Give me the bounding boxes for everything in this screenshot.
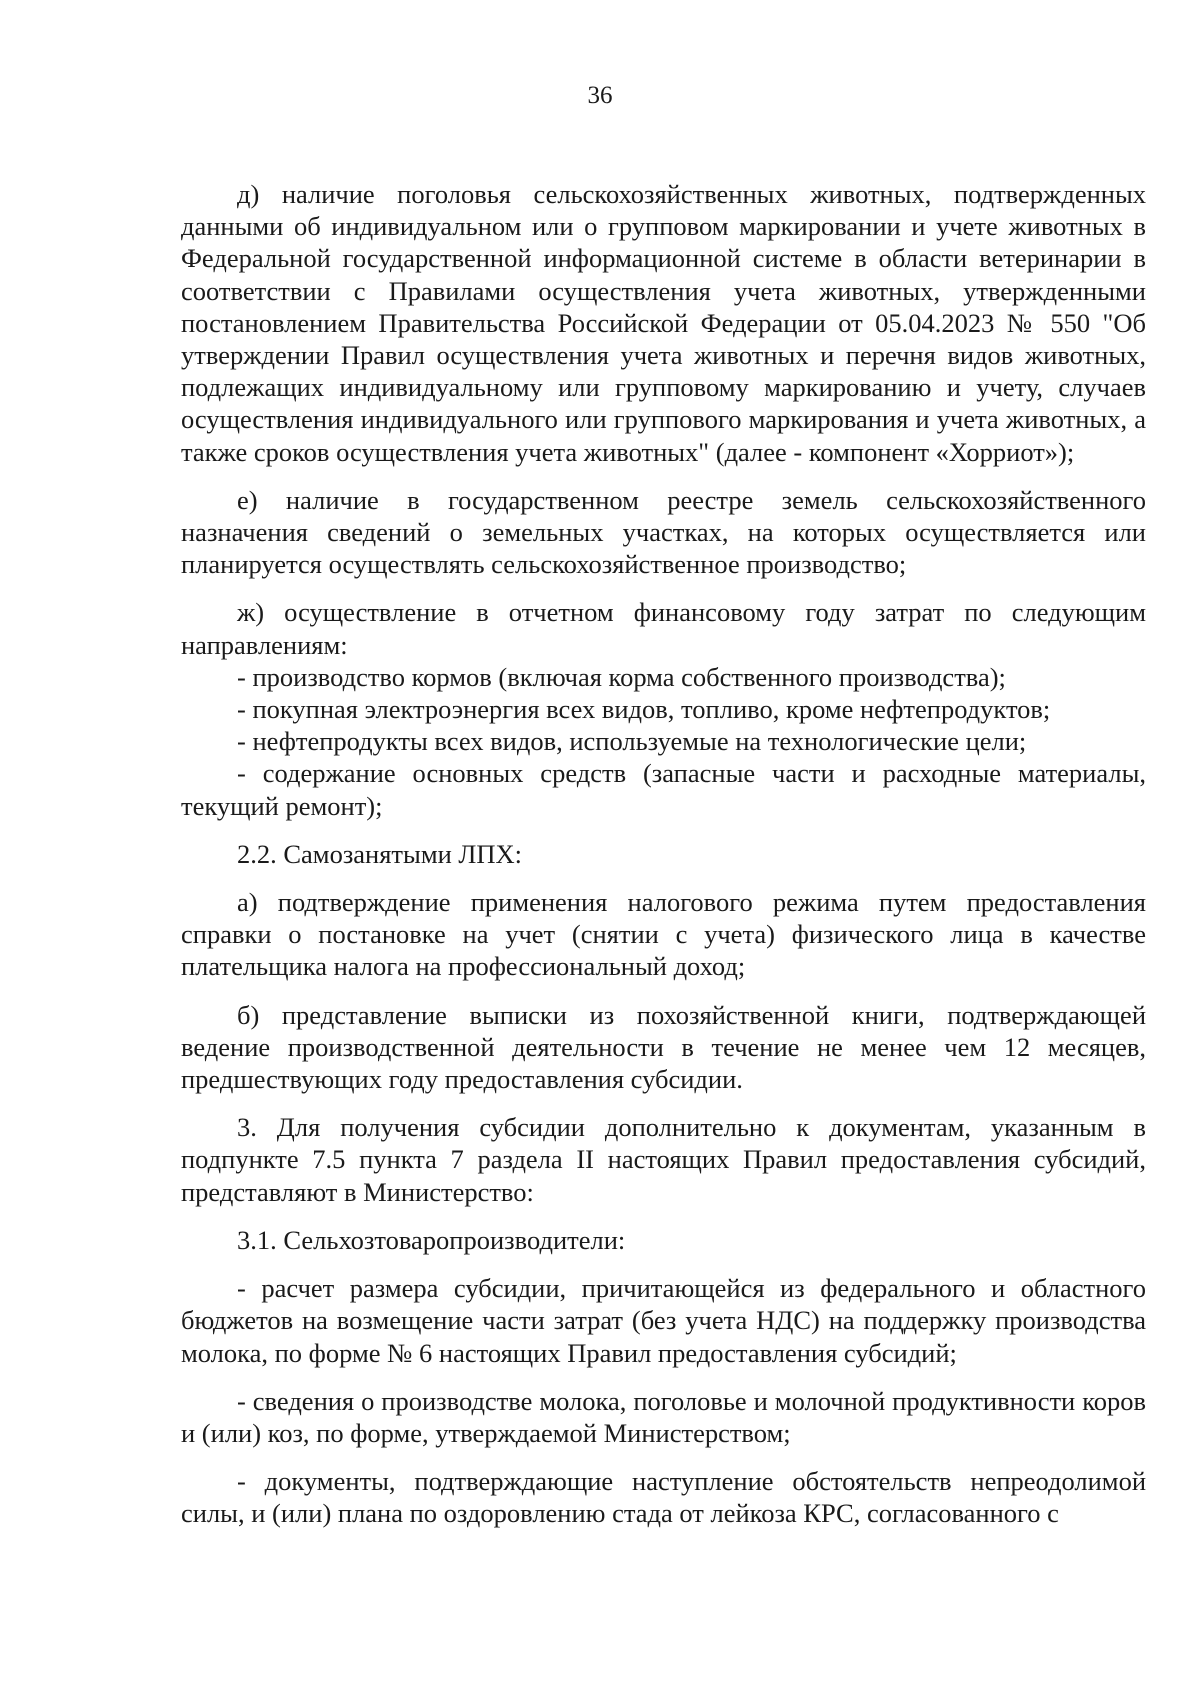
page-number: 36 — [587, 82, 613, 109]
paragraph-b-household-book: б) представление выписки из похозяйственной книги, подтверждающей ведение производственной деятельности в течение не менее чем 12 месяцев, предшествующих году предоставления субсидии. — [181, 999, 1146, 1095]
paragraph-e-land-registry: е) наличие в государственном реестре земель сельскохозяйственного назначения сведений о земельных участках, на которых осуществляется или планируется осуществлять сельскохозяйственное производство; — [181, 484, 1146, 580]
list-item-feed: - производство кормов (включая корма собственного производства); — [237, 661, 1006, 692]
list-item-electricity: - покупная электроэнергия всех видов, топливо, кроме нефтепродуктов; — [237, 694, 1051, 725]
list-item-milk-production: - сведения о производстве молока, поголовье и молочной продуктивности коров и (или) коз, по форме, утверждаемой Министерством; — [181, 1385, 1146, 1448]
document-body — [181, 178, 1146, 1530]
paragraph-3-documents: 3. Для получения субсидии дополнительно к документам, указанным в подпункте 7.5 пункта 7 раздела II настоящих Правил предоставления субсидий, представляют в Министерство: — [181, 1112, 1146, 1207]
section-heading-self-employed: 2.2. Самозанятыми ЛПХ: — [237, 838, 523, 869]
paragraph-a-tax-regime: а) подтверждение применения налогового режима путем предоставления справки о постановке на учет (снятии с учета) физического лица в качестве плательщика налога на профессиональный доход; — [181, 887, 1146, 982]
paragraph-d-livestock: д) наличие поголовья сельскохозяйственных животных, подтвержденных данными об индивидуальном или о групповом маркировании и учете животных в Федеральной государственной информационной системе в области ветеринарии в соответствии с Правилами осуществления учета животных, утвержденными постановлением Правительства Российской Федерации от 05.04.2023 № 550 "Об утверждении Правил осуществления учета животных и перечня видов животных, подлежащих индивидуальному или групповому маркированию и учету, случаев осуществления индивидуального или группового маркирования и учета животных, а также сроков осуществления учета животных" (далее - компонент «Хорриот»); — [181, 179, 1146, 467]
list-item-subsidy-calculation: - расчет размера субсидии, причитающейся из федерального и областного бюджетов на возмещение части затрат (без учета НДС) на поддержку производства молока, по форме № 6 настоящих Правил предоставления субсидий; — [181, 1273, 1146, 1368]
paragraph-zh-expenses: ж) осуществление в отчетном финансовому году затрат по следующим направлениям: — [181, 597, 1146, 660]
list-item-fixed-assets: - содержание основных средств (запасные части и расходные материалы, текущий ремонт); — [181, 758, 1146, 821]
list-item-force-majeure: - документы, подтверждающие наступление обстоятельств непреодолимой силы, и (или) плана по оздоровлению стада от лейкоза КРС, согласованного с — [181, 1466, 1146, 1529]
list-item-oil-products: - нефтепродукты всех видов, используемые на технологические цели; — [237, 726, 1027, 757]
section-heading-producers: 3.1. Сельхозтоваропроизводители: — [237, 1224, 626, 1255]
